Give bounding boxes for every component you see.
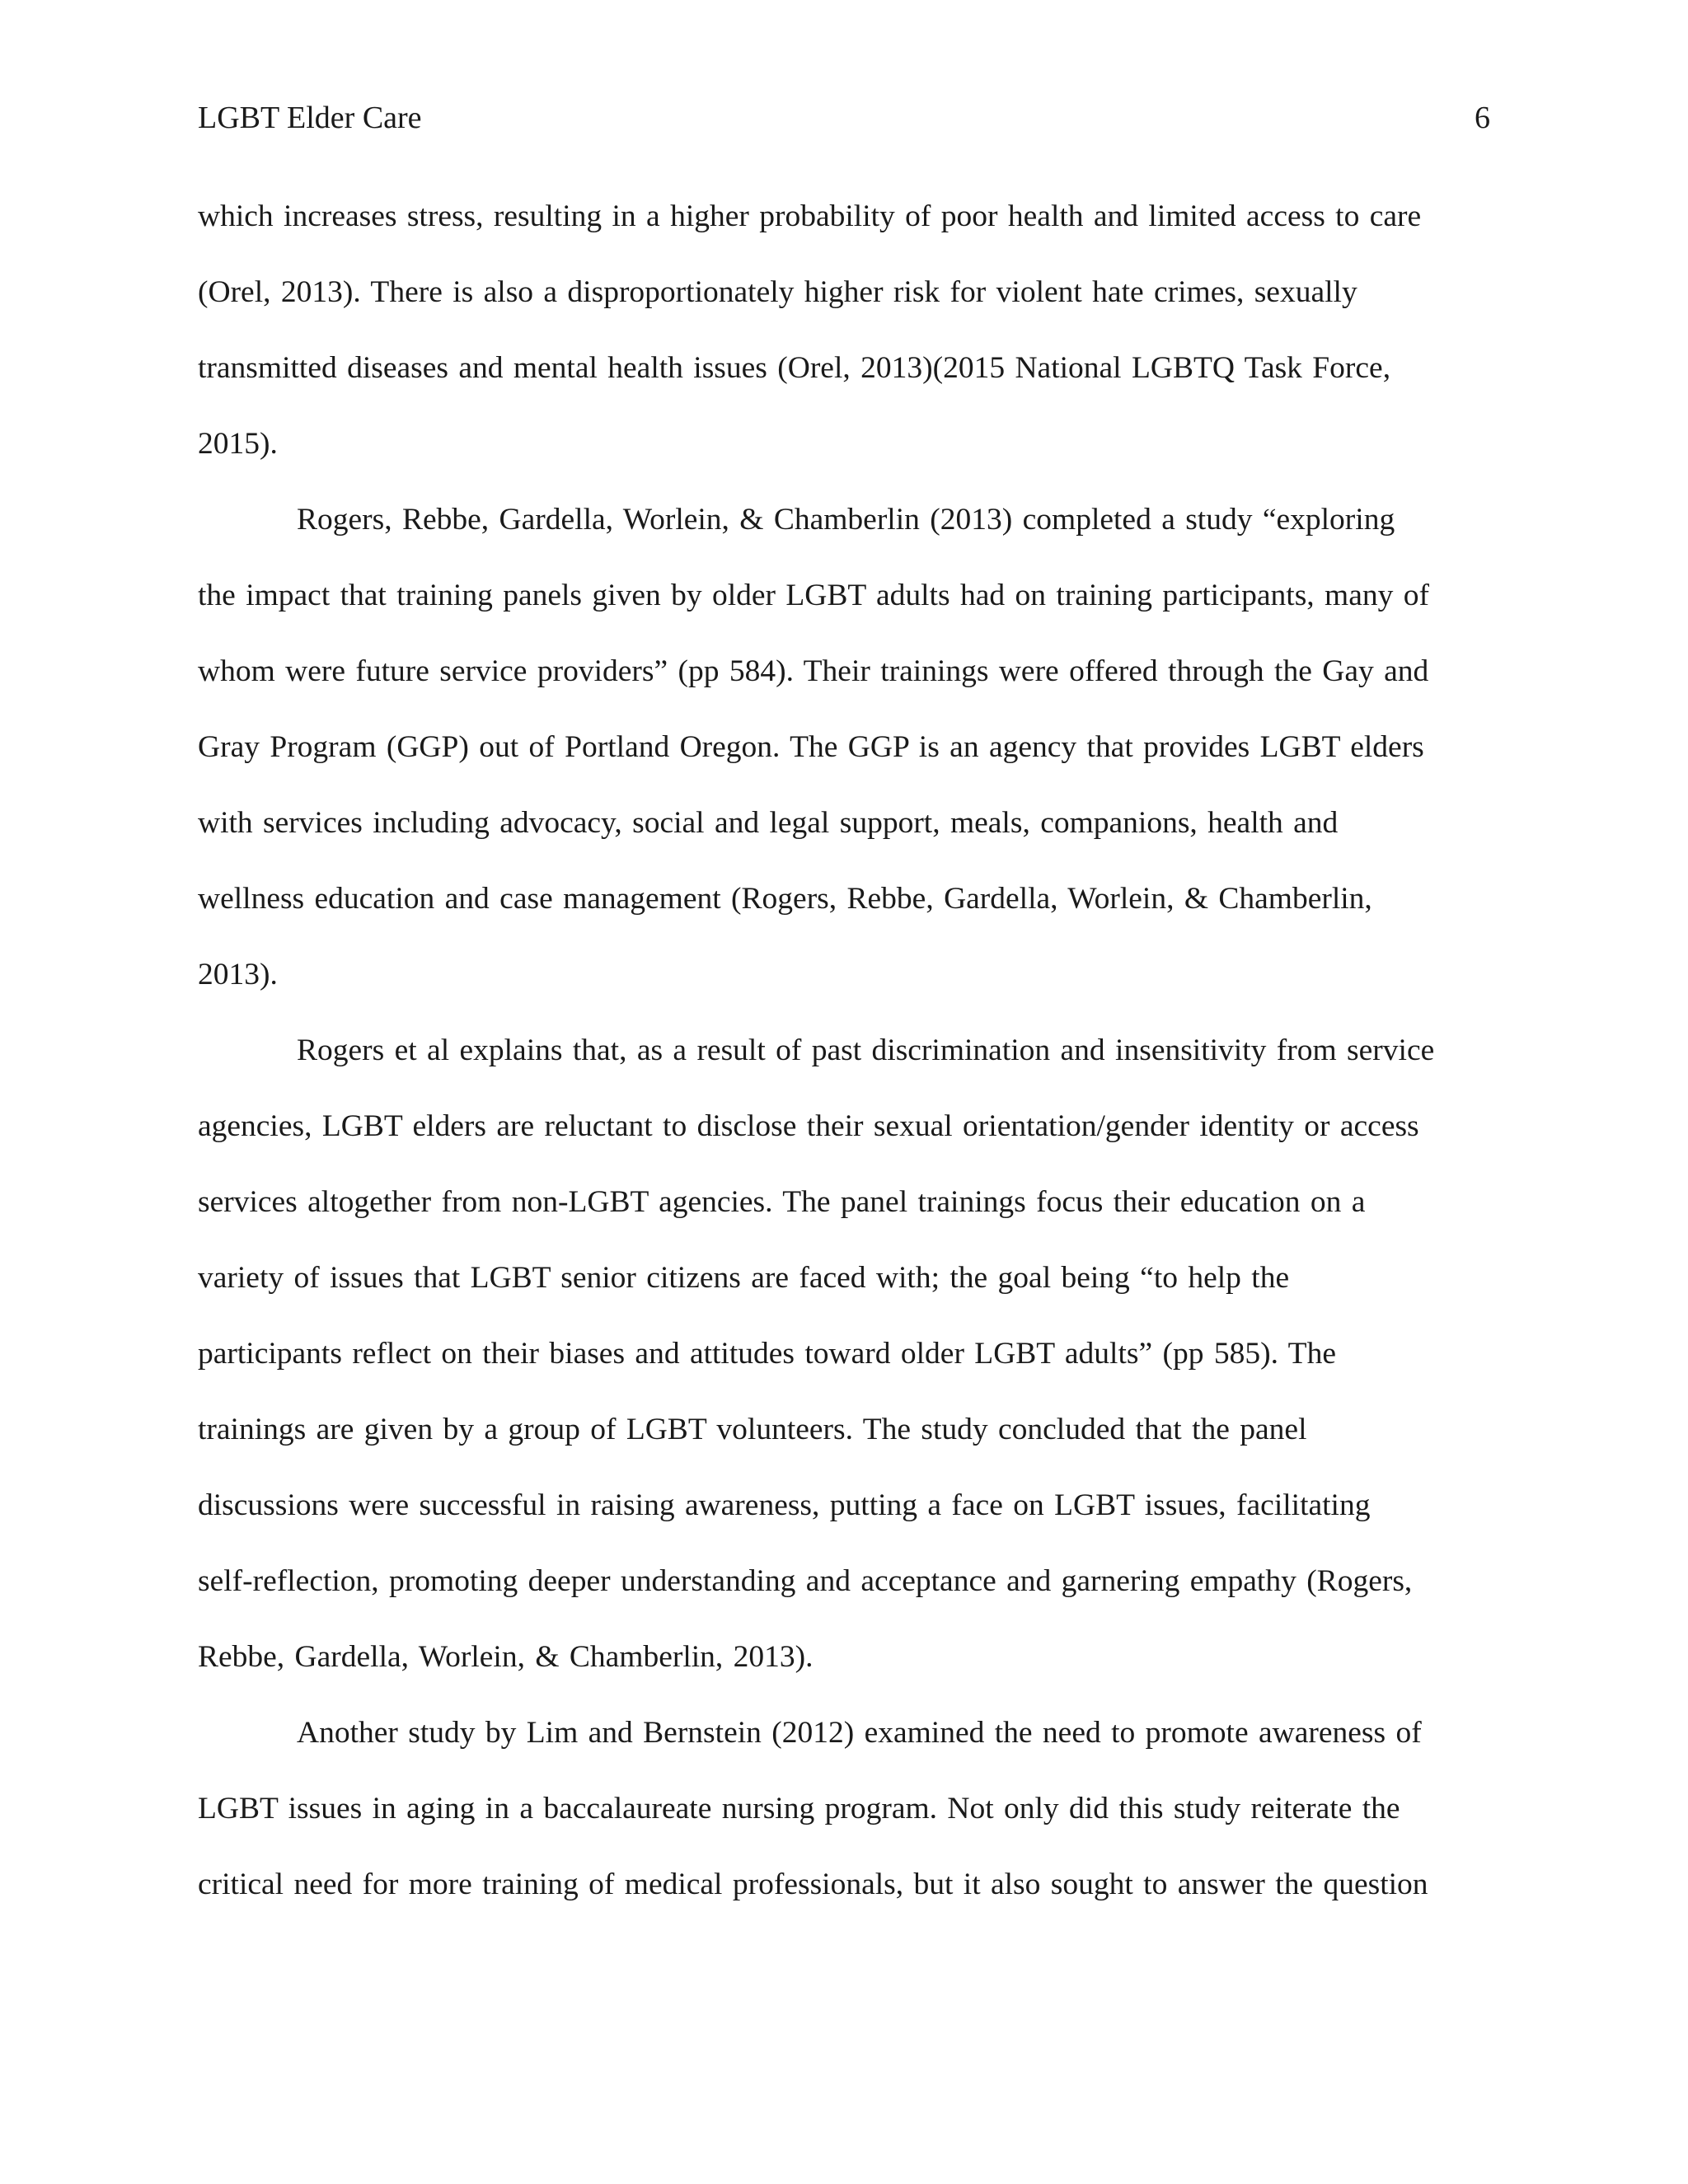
text-line: with services including advocacy, social and legal support, meals, companions, health and [198,806,1339,840]
text-line: LGBT issues in aging in a baccalaureate nursing program. Not only did this study reiterate the [198,1792,1400,1825]
text-line: agencies, LGBT elders are reluctant to disclose their sexual orientation/gender identity or access [198,1109,1419,1143]
text-line: Rebbe, Gardella, Worlein, & Chamberlin, 2013). [198,1640,814,1674]
text-line: services altogether from non-LGBT agencies. The panel trainings focus their education on a [198,1185,1366,1219]
text-line: the impact that training panels given by older LGBT adults had on training participants, many of [198,579,1429,612]
text-line: which increases stress, resulting in a higher probability of poor health and limited access to care [198,199,1422,233]
text-line: whom were future service providers” (pp 584). Their trainings were offered through the Gay and [198,654,1429,688]
text-line: critical need for more training of medical professionals, but it also sought to answer the question [198,1868,1428,1901]
page-number: 6 [1475,101,1490,135]
text-line: wellness education and case management (Rogers, Rebbe, Gardella, Worlein, & Chamberlin, [198,882,1372,916]
text-line: (Orel, 2013). There is also a disproportionately higher risk for violent hate crimes, sexually [198,275,1357,309]
text-line: variety of issues that LGBT senior citizens are faced with; the goal being “to help the [198,1261,1290,1295]
text-line: Rogers, Rebbe, Gardella, Worlein, & Chamberlin (2013) completed a study “exploring [297,503,1395,537]
text-line: Another study by Lim and Bernstein (2012) examined the need to promote awareness of [297,1716,1422,1750]
text-line: self-reflection, promoting deeper understanding and acceptance and garnering empathy (Rogers, [198,1564,1413,1598]
text-line: participants reflect on their biases and attitudes toward older LGBT adults” (pp 585). The [198,1337,1336,1371]
running-head [198,97,1490,138]
text-line: Rogers et al explains that, as a result of past discrimination and insensitivity from service [297,1033,1435,1067]
text-line: 2015). [198,427,278,461]
running-title: LGBT Elder Care [198,101,422,135]
text-line: 2013). [198,958,278,991]
text-line: discussions were successful in raising awareness, putting a face on LGBT issues, facilitating [198,1488,1371,1522]
text-line: trainings are given by a group of LGBT volunteers. The study concluded that the panel [198,1413,1307,1446]
text-line: Gray Program (GGP) out of Portland Oregon. The GGP is an agency that provides LGBT elders [198,730,1424,764]
body-text [198,196,1500,1940]
text-line: transmitted diseases and mental health issues (Orel, 2013)(2015 National LGBTQ Task Force, [198,351,1391,385]
